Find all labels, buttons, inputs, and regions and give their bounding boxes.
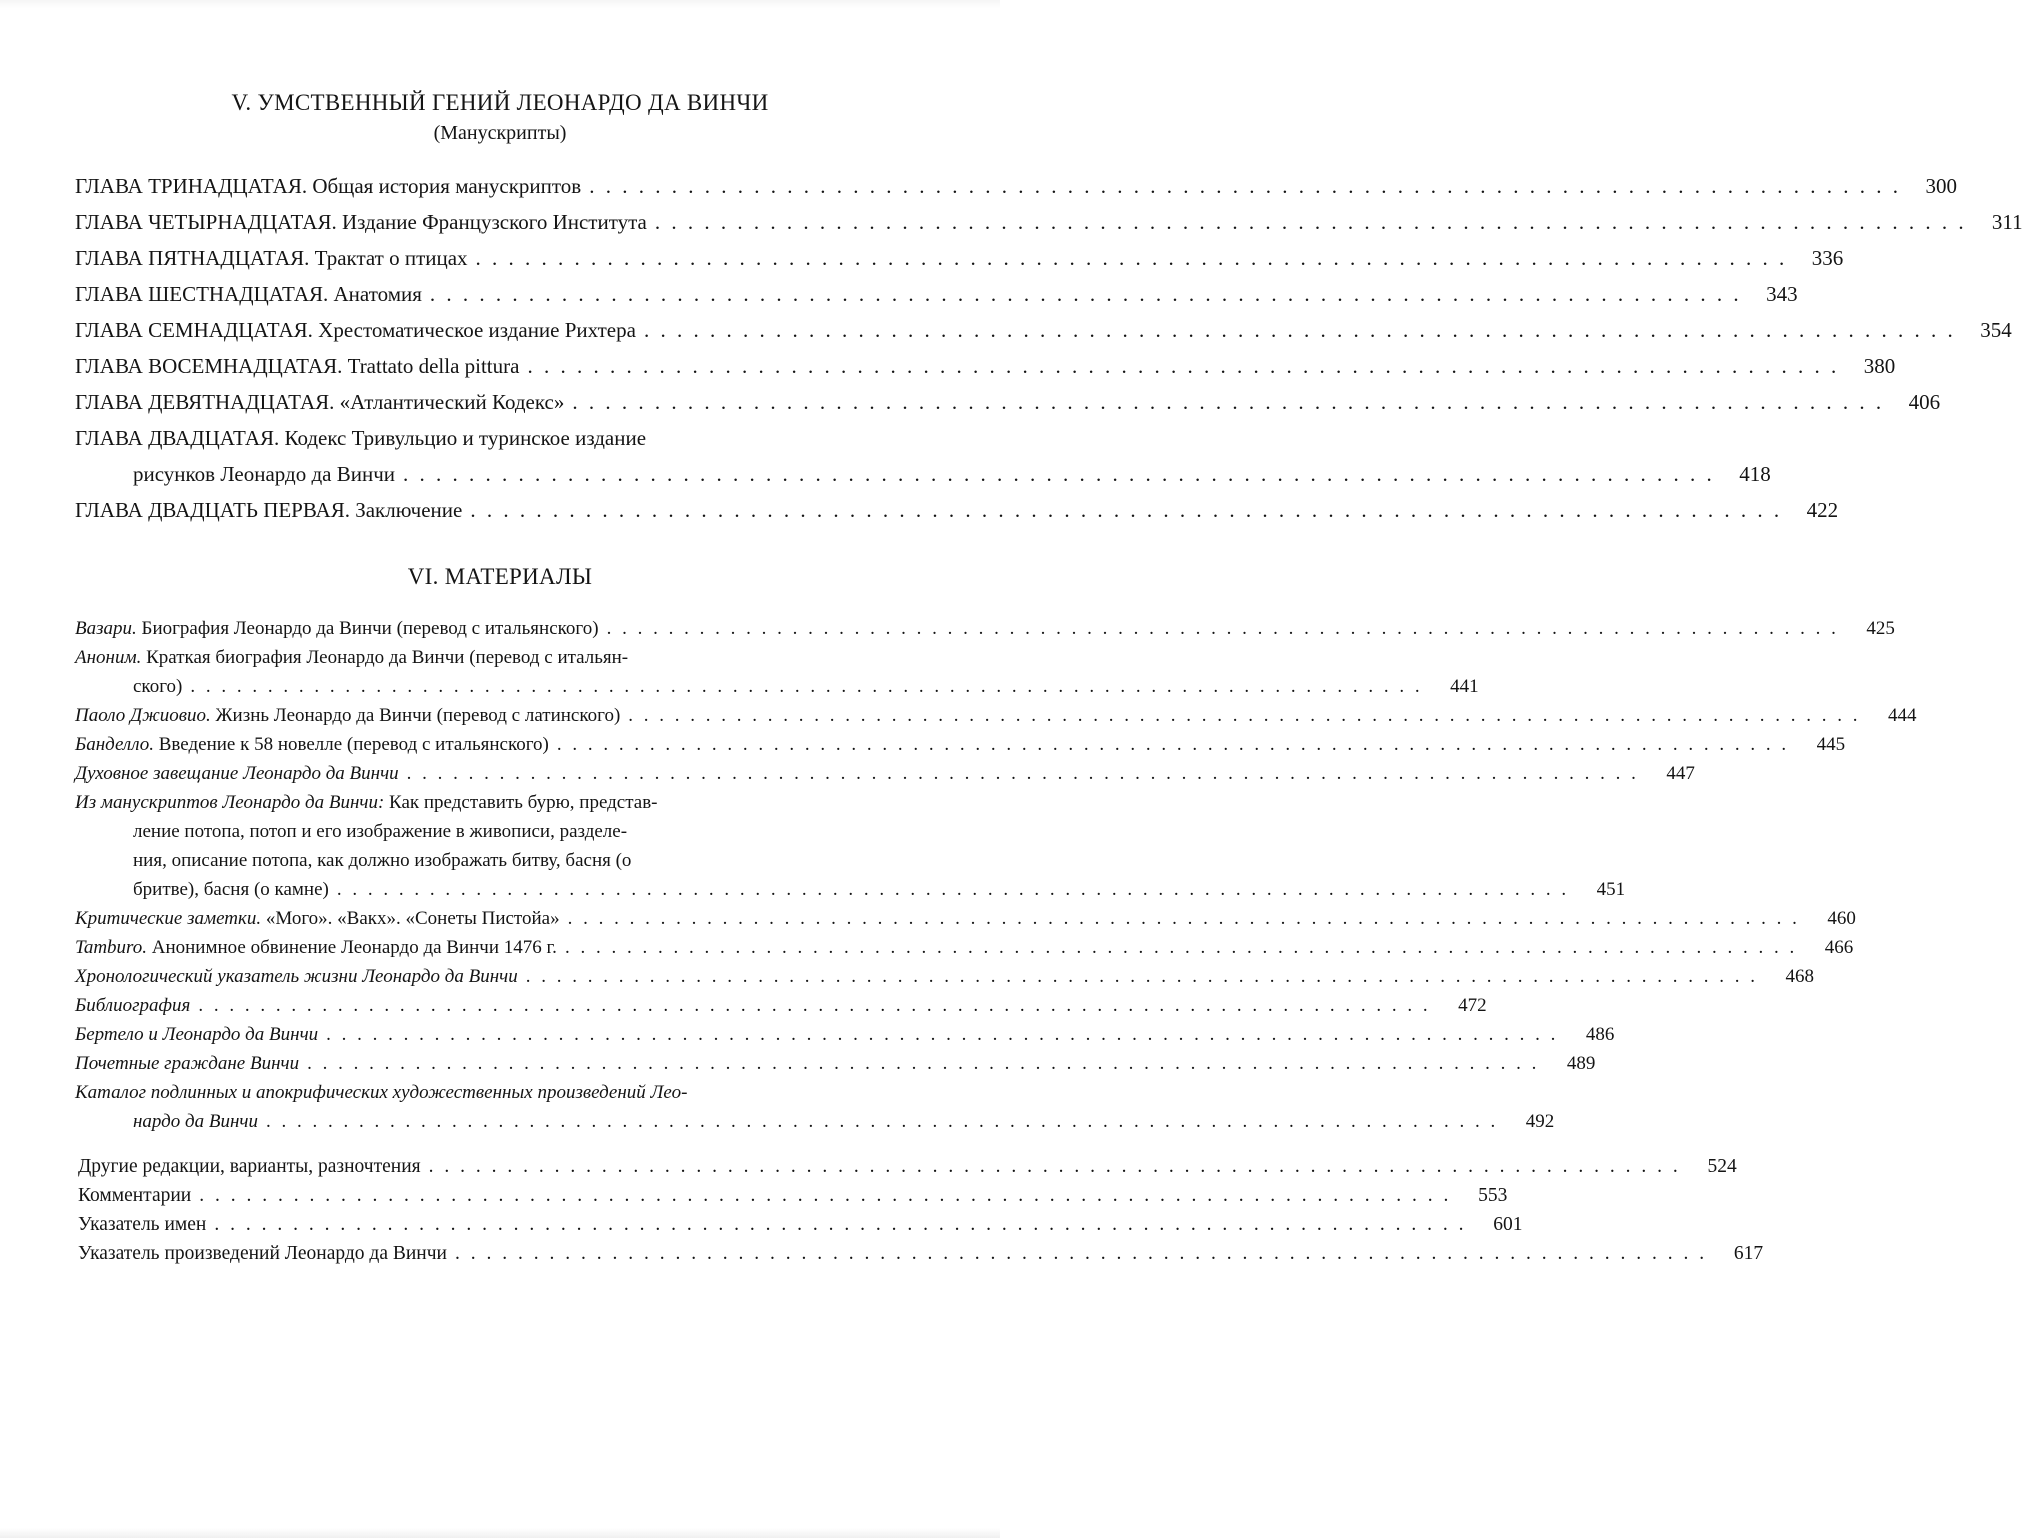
dot-leader: . . . . . . . . . . . . . . . . . . . . . . . . . . . . . . . . . . . . . . . . . . . . . . . . . . . . . . . . . . . . . . . . . . . . . . . . . . . . . . . . [403,462,1715,486]
toc-entry-title: ГЛАВА ВОСЕМНАДЦАТАЯ. Trattato della pittura [75,354,520,378]
toc-entry-line [78,1210,1523,1239]
toc-entry-author: Из манускриптов Леонардо да Винчи: [75,792,385,813]
toc-entry-author: Бертело и Леонардо да Винчи [75,1024,319,1045]
toc-entry [75,312,2012,348]
page-number: 451 [1596,879,1626,900]
toc-entry-text [75,348,519,384]
toc-entry-title: рисунков Леонардо да Винчи [133,462,395,486]
toc-entry-title: ГЛАВА ЧЕТЫРНАДЦАТАЯ. Издание Французского Института [75,210,647,234]
toc-entry-title: Биография Леонардо да Винчи (перевод с итальянского) [136,618,599,639]
toc-entry-title: Как представить бурю, представ- [384,792,658,813]
toc-entry-text [75,204,647,240]
toc-entry-text [75,643,628,672]
toc-entry-line [75,904,1856,933]
toc-entry-text [75,168,581,204]
page-number: 460 [1827,908,1856,929]
page-number: 444 [1888,705,1917,726]
toc-entry-text [75,492,462,528]
dot-leader: . . . . . . . . . . . . . . . . . . . . . . . . . . . . . . . . . . . . . . . . . . . . . . . . . . . . . . . . . . . . . . . . . . . . . . . . . . . . . . . . [336,879,1570,900]
page-number: 418 [1739,462,1771,486]
page-number: 524 [1707,1156,1737,1177]
toc-entry-line [75,846,883,875]
toc-entry-author: Аноним. [75,647,142,668]
toc-entry-author: Паоло Джиовио. [75,705,211,726]
toc-entry-author: Вазари. [75,618,137,639]
section-v-heading: V. УМСТВЕННЫЙ ГЕНИЙ ЛЕОНАРДО ДА ВИНЧИ [231,90,769,115]
toc-entry-title: «Мого». «Вакх». «Сонеты Пистойа» [261,908,560,929]
toc-entry [75,204,2023,240]
toc-entry-text [75,1020,318,1049]
dot-leader: . . . . . . . . . . . . . . . . . . . . . . . . . . . . . . . . . . . . . . . . . . . . . . . . . . . . . . . . . . . . . . . . . . . . . . . . . . . . . . . . [307,1053,1540,1074]
toc-entry-line [75,759,1695,788]
toc-entry-title: ГЛАВА ДЕВЯТНАДЦАТАЯ. «Атлантический Кодекс» [75,390,565,414]
dot-leader: . . . . . . . . . . . . . . . . . . . . . . . . . . . . . . . . . . . . . . . . . . . . . . . . . . . . . . . . . . . . . . . . . . . . . . . . . . . . . . . . [556,734,1790,755]
page-number: 447 [1666,763,1695,784]
toc-entry [75,240,1844,276]
toc-entry [75,1078,1555,1136]
dot-leader: . . . . . . . . . . . . . . . . . . . . . . . . . . . . . . . . . . . . . . . . . . . . . . . . . . . . . . . . . . . . . . . . . . . . . . . . . . . . . . . . [429,282,1742,306]
toc-entry-text [78,1239,447,1268]
scan-top-edge [0,0,1000,8]
toc-entry-line [75,204,2023,240]
toc-entry-line [75,420,883,456]
toc-entry-line [75,168,1957,204]
toc-entry [75,614,1895,643]
toc-entry [78,1210,1523,1239]
page-number: 406 [1908,390,1941,414]
page-number: 553 [1478,1185,1508,1206]
toc-entry-text [75,991,190,1020]
toc-entry-author: Каталог подлинных и апокрифических художественных произведений Лео- [75,1082,688,1103]
page-number: 336 [1811,246,1844,270]
dot-leader: . . . . . . . . . . . . . . . . . . . . . . . . . . . . . . . . . . . . . . . . . . . . . . . . . . . . . . . . . . . . . . . . . . . . . . . . . . . . . . . . [527,354,1840,378]
toc-entry-text [78,1152,421,1181]
toc-entry-title: ГЛАВА ПЯТНАДЦАТАЯ. Трактат о птицах [75,246,468,270]
toc-entry-text [75,759,399,788]
toc-entry-author: Tamburo. [75,937,147,958]
toc-entry-text [75,614,599,643]
toc-entry [75,348,1896,384]
toc-entry-title: ГЛАВА СЕМНАДЦАТАЯ. Хрестоматическое издание Рихтера [75,318,636,342]
page-number: 354 [1980,318,2012,342]
toc-entry-line [75,1020,1615,1049]
toc-entry-line [75,492,1839,528]
page-number: 617 [1733,1243,1764,1264]
dot-leader: . . . . . . . . . . . . . . . . . . . . . . . . . . . . . . . . . . . . . . . . . . . . . . . . . . . . . . . . . . . . . . . . . . . . . . . . . . . . . . . . [628,705,1861,726]
toc-entry-title: Указатель имен [78,1214,207,1235]
toc-entry [75,759,1695,788]
toc-entry-text [133,1107,258,1136]
dot-leader: . . . . . . . . . . . . . . . . . . . . . . . . . . . . . . . . . . . . . . . . . . . . . . . . . . . . . . . . . . . . . . . . . . . . . . . . . . . . . . . . [214,1214,1467,1235]
dot-leader: . . . . . . . . . . . . . . . . . . . . . . . . . . . . . . . . . . . . . . . . . . . . . . . . . . . . . . . . . . . . . . . . . . . . . . . . . . . . . . . . [567,908,1800,929]
toc-entry-author: Духовное завещание Леонардо да Винчи [75,763,399,784]
scan-bottom-edge [0,1528,1000,1538]
toc-entry [75,643,1479,701]
toc-entry-line [75,962,1814,991]
toc-entry-author: нардо да Винчи [133,1111,258,1132]
toc-entry [75,1020,1615,1049]
toc-entry-author: Банделло. [75,734,154,755]
toc-entry-text [133,456,395,492]
dot-leader: . . . . . . . . . . . . . . . . . . . . . . . . . . . . . . . . . . . . . . . . . . . . . . . . . . . . . . . . . . . . . . . . . . . . . . . . . . . . . . . . [190,676,1423,697]
toc-entry-text [75,312,636,348]
toc-entry-title: Жизнь Леонардо да Винчи (перевод с латинского) [210,705,621,726]
toc-entry-line [75,788,883,817]
toc-entry-text [75,701,620,730]
toc-entry-line [75,701,1917,730]
appendix-list [78,1152,1764,1268]
page-number: 489 [1566,1053,1596,1074]
page-number: 601 [1493,1214,1523,1235]
dot-leader: . . . . . . . . . . . . . . . . . . . . . . . . . . . . . . . . . . . . . . . . . . . . . . . . . . . . . . . . . . . . . . . . . . . . . . . . . . . . . . . . [475,246,1788,270]
toc-entry-line [75,1049,1596,1078]
toc-entry [75,384,1941,420]
page-number: 492 [1525,1111,1555,1132]
toc-entry-line [75,817,883,846]
toc-entry-line [75,240,1844,276]
toc-entry-title: Другие редакции, варианты, разночтения [78,1156,421,1177]
toc-entry-line [75,348,1896,384]
toc-entry-line [75,730,1846,759]
toc-entry-title: ского) [133,676,183,697]
toc-entry-title: Указатель произведений Леонардо да Винчи [78,1243,447,1264]
toc-entry [75,904,1856,933]
toc-entry [75,492,1839,528]
dot-leader: . . . . . . . . . . . . . . . . . . . . . . . . . . . . . . . . . . . . . . . . . . . . . . . . . . . . . . . . . . . . . . . . . . . . . . . . . . . . . . . . [572,390,1885,414]
toc-entry-title: ление потопа, потоп и его изображение в живописи, разделе- [133,821,628,842]
toc-entry-line [75,312,2012,348]
toc-entry-text [75,730,549,759]
page-number: 343 [1766,282,1798,306]
toc-entry-text [75,384,564,420]
section-v-subheading: (Манускрипты) [433,122,567,144]
toc-entry-text [75,1049,299,1078]
dot-leader: . . . . . . . . . . . . . . . . . . . . . . . . . . . . . . . . . . . . . . . . . . . . . . . . . . . . . . . . . . . . . . . . . . . . . . . . . . . . . . . . [266,1111,1499,1132]
section-vi-list [75,614,1917,1136]
toc-entry-author: Критические заметки. [75,908,262,929]
toc-entry-title: бритве), басня (о камне) [133,879,329,900]
toc-entry-text [75,788,658,817]
toc-entry [78,1239,1764,1268]
toc-entry-title: ния, описание потопа, как должно изображать битву, басня (о [133,850,632,871]
dot-leader: . . . . . . . . . . . . . . . . . . . . . . . . . . . . . . . . . . . . . . . . . . . . . . . . . . . . . . . . . . . . . . . . . . . . . . . . . . . . . . . . [470,498,1783,522]
page-number: 486 [1585,1024,1615,1045]
toc-entry-text [75,420,646,456]
toc-entry-title: Введение к 58 новелле (перевод с итальянского) [154,734,549,755]
toc-entry-line [75,384,1941,420]
toc-entry [75,788,1626,904]
toc-entry-title: ГЛАВА ДВАДЦАТАЯ. Кодекс Тривульцио и туринское издание [75,426,647,450]
page-number: 380 [1863,354,1896,378]
toc-entry-line [75,875,1626,904]
dot-leader: . . . . . . . . . . . . . . . . . . . . . . . . . . . . . . . . . . . . . . . . . . . . . . . . . . . . . . . . . . . . . . . . . . . . . . . . . . . . . . . . [454,1243,1708,1264]
toc-entry-text [75,276,422,312]
toc-entry-line [75,456,1771,492]
toc-entry [75,730,1846,759]
toc-entry-line [78,1239,1764,1268]
dot-leader: . . . . . . . . . . . . . . . . . . . . . . . . . . . . . . . . . . . . . . . . . . . . . . . . . . . . . . . . . . . . . . . . . . . . . . . . . . . . . . . . [643,318,1956,342]
toc-entry-text [133,817,627,846]
toc-entry-text [133,875,329,904]
toc-entry [75,168,1957,204]
dot-leader: . . . . . . . . . . . . . . . . . . . . . . . . . . . . . . . . . . . . . . . . . . . . . . . . . . . . . . . . . . . . . . . . . . . . . . . . . . . . . . . . [606,618,1839,639]
toc-entry-text [75,1078,687,1107]
toc-entry-author: Почетные граждане Винчи [75,1053,300,1074]
page-number: 468 [1785,966,1814,987]
dot-leader: . . . . . . . . . . . . . . . . . . . . . . . . . . . . . . . . . . . . . . . . . . . . . . . . . . . . . . . . . . . . . . . . . . . . . . . . . . . . . . . . [564,937,1798,958]
toc-entry-line [75,1078,883,1107]
dot-leader: . . . . . . . . . . . . . . . . . . . . . . . . . . . . . . . . . . . . . . . . . . . . . . . . . . . . . . . . . . . . . . . . . . . . . . . . . . . . . . . . [406,763,1639,784]
toc-entry-title: Комментарии [78,1185,192,1206]
toc-entry-text [133,672,182,701]
toc-entry-text [75,962,518,991]
section-v-list [75,168,2023,528]
toc-entry [75,276,1798,312]
toc-entry-line [75,276,1798,312]
dot-leader: . . . . . . . . . . . . . . . . . . . . . . . . . . . . . . . . . . . . . . . . . . . . . . . . . . . . . . . . . . . . . . . . . . . . . . . . . . . . . . . . [654,210,1967,234]
toc-entry-title: Краткая биография Леонардо да Винчи (перевод с итальян- [141,647,629,668]
toc-entry [78,1152,1737,1181]
toc-entry-text [78,1181,191,1210]
dot-leader: . . . . . . . . . . . . . . . . . . . . . . . . . . . . . . . . . . . . . . . . . . . . . . . . . . . . . . . . . . . . . . . . . . . . . . . . . . . . . . . . [199,1185,1452,1206]
toc-entry-title: ГЛАВА ШЕСТНАДЦАТАЯ. Анатомия [75,282,422,306]
toc-entry-line [75,991,1487,1020]
toc-entry-text [78,1210,206,1239]
dot-leader: . . . . . . . . . . . . . . . . . . . . . . . . . . . . . . . . . . . . . . . . . . . . . . . . . . . . . . . . . . . . . . . . . . . . . . . . . . . . . . . . [428,1156,1681,1177]
toc-entry-title: ГЛАВА ТРИНАДЦАТАЯ. Общая история манускриптов [75,174,582,198]
toc-entry-line [75,1107,1555,1136]
page-number: 311 [1991,210,2023,234]
toc-entry [78,1181,1508,1210]
page-number: 441 [1450,676,1479,697]
toc-entry [75,701,1917,730]
toc-entry-line [78,1181,1508,1210]
toc-entry-line [78,1152,1737,1181]
section-vi-heading: VI. МАТЕРИАЛЫ [407,564,593,589]
page-number: 472 [1458,995,1487,1016]
toc-entry [75,962,1814,991]
toc-entry-line [75,643,883,672]
toc-entry-line [75,672,1479,701]
toc-entry-text [75,904,560,933]
dot-leader: . . . . . . . . . . . . . . . . . . . . . . . . . . . . . . . . . . . . . . . . . . . . . . . . . . . . . . . . . . . . . . . . . . . . . . . . . . . . . . . . [198,995,1431,1016]
page-number: 445 [1816,734,1846,755]
dot-leader: . . . . . . . . . . . . . . . . . . . . . . . . . . . . . . . . . . . . . . . . . . . . . . . . . . . . . . . . . . . . . . . . . . . . . . . . . . . . . . . . [589,174,1901,198]
toc-entry [75,933,1854,962]
toc-entry-text [75,240,468,276]
page-number: 466 [1824,937,1854,958]
toc-entry-text [133,846,631,875]
toc-entry-line [75,933,1854,962]
toc-entry [75,991,1487,1020]
page-number: 425 [1866,618,1895,639]
toc-entry-author: Хронологический указатель жизни Леонардо да Винчи [75,966,518,987]
dot-leader: . . . . . . . . . . . . . . . . . . . . . . . . . . . . . . . . . . . . . . . . . . . . . . . . . . . . . . . . . . . . . . . . . . . . . . . . . . . . . . . . [525,966,1758,987]
toc-entry [75,1049,1596,1078]
dot-leader: . . . . . . . . . . . . . . . . . . . . . . . . . . . . . . . . . . . . . . . . . . . . . . . . . . . . . . . . . . . . . . . . . . . . . . . . . . . . . . . . [326,1024,1559,1045]
toc-entry-text [75,933,557,962]
toc-entry-title: Анонимное обвинение Леонардо да Винчи 1476 г. [146,937,557,958]
page-number: 422 [1806,498,1839,522]
toc-entry-line [75,614,1895,643]
toc-entry [75,420,1771,492]
toc-entry-title: ГЛАВА ДВАДЦАТЬ ПЕРВАЯ. Заключение [75,498,463,522]
toc-entry-author: Библиография [75,995,191,1016]
page-number: 300 [1925,174,1957,198]
